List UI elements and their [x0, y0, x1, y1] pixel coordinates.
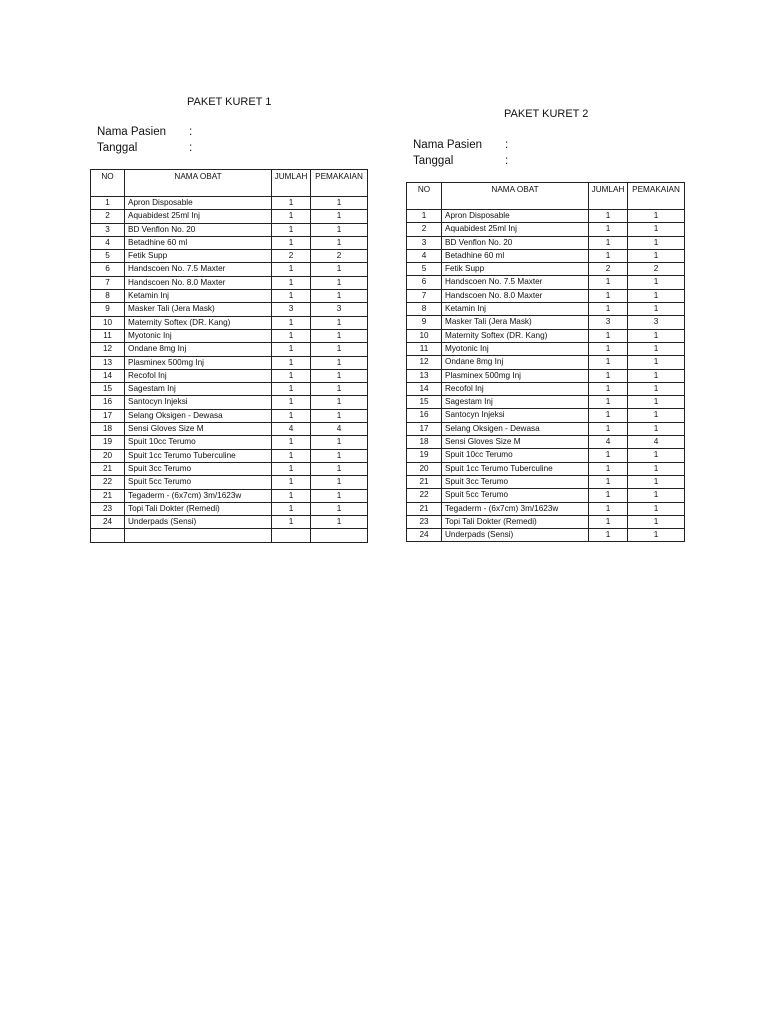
- row-number-cell: 16: [407, 409, 442, 422]
- table-row: [91, 369, 368, 382]
- kit2-table: [406, 182, 685, 542]
- kit2-header-qty: JUMLAH: [589, 183, 628, 210]
- table-row: [91, 462, 368, 475]
- table-row: [407, 303, 685, 316]
- quantity-cell: 1: [589, 449, 628, 462]
- usage-cell: 1: [628, 382, 685, 395]
- row-number-cell: 21: [91, 462, 125, 475]
- quantity-cell: 1: [272, 516, 311, 529]
- row-number-cell: 9: [407, 316, 442, 329]
- row-number-cell: 19: [407, 449, 442, 462]
- row-number-cell: 22: [407, 489, 442, 502]
- table-row: [407, 369, 685, 382]
- medicine-name-cell: Spuit 3cc Terumo: [442, 475, 589, 488]
- quantity-cell: 1: [589, 475, 628, 488]
- table-row: [91, 223, 368, 236]
- table-row: [407, 289, 685, 302]
- kit1-header-qty: JUMLAH: [272, 170, 311, 197]
- medicine-name-cell: Selang Oksigen - Dewasa: [125, 409, 272, 422]
- table-row: [407, 462, 685, 475]
- row-number-cell: 21: [91, 489, 125, 502]
- table-row: [91, 502, 368, 515]
- medicine-name-cell: Selang Oksigen - Dewasa: [442, 422, 589, 435]
- row-number-cell: 7: [407, 289, 442, 302]
- table-row: [407, 502, 685, 515]
- table-row: [407, 382, 685, 395]
- usage-cell: 2: [311, 250, 368, 263]
- usage-cell: 1: [628, 396, 685, 409]
- row-number-cell: 4: [91, 236, 125, 249]
- row-number-cell: 21: [407, 502, 442, 515]
- row-number-cell: 11: [407, 342, 442, 355]
- kit2-header-row: [407, 183, 685, 210]
- medicine-name-cell: Spuit 3cc Terumo: [125, 462, 272, 475]
- medicine-name-cell: Ketamin Inj: [125, 290, 272, 303]
- kit1-title: PAKET KURET 1: [187, 96, 272, 108]
- quantity-cell: 1: [272, 263, 311, 276]
- medicine-name-cell: Tegaderm - (6x7cm) 3m/1623w: [125, 489, 272, 502]
- row-number-cell: 23: [91, 502, 125, 515]
- kit2-patient-label: Nama Pasien: [413, 139, 483, 151]
- table-row: [91, 236, 368, 249]
- row-number-cell: 24: [91, 516, 125, 529]
- medicine-name-cell: Spuit 1cc Terumo Tuberculine: [442, 462, 589, 475]
- row-number-cell: 17: [407, 422, 442, 435]
- kit1-date-label: Tanggal: [97, 142, 138, 154]
- kit2-patient-row: [413, 139, 508, 151]
- medicine-name-cell: Spuit 10cc Terumo: [442, 449, 589, 462]
- medicine-name-cell: [125, 529, 272, 542]
- quantity-cell: [272, 529, 311, 542]
- quantity-cell: 1: [589, 502, 628, 515]
- quantity-cell: 1: [589, 462, 628, 475]
- table-row: [407, 210, 685, 223]
- kit2-date-sep: :: [505, 155, 509, 167]
- table-row: [407, 223, 685, 236]
- usage-cell: 1: [311, 276, 368, 289]
- quantity-cell: 1: [272, 329, 311, 342]
- usage-cell: 1: [311, 263, 368, 276]
- quantity-cell: 1: [272, 489, 311, 502]
- usage-cell: 2: [628, 263, 685, 276]
- row-number-cell: 17: [91, 409, 125, 422]
- usage-cell: 1: [311, 290, 368, 303]
- quantity-cell: 1: [272, 276, 311, 289]
- medicine-name-cell: Maternity Softex (DR. Kang): [442, 329, 589, 342]
- medicine-name-cell: Sagestam Inj: [442, 396, 589, 409]
- quantity-cell: 1: [589, 210, 628, 223]
- table-row: [407, 409, 685, 422]
- row-number-cell: 4: [407, 249, 442, 262]
- kit1-patient-label: Nama Pasien: [97, 126, 167, 138]
- kit2-date-row: [413, 155, 508, 167]
- usage-cell: 1: [311, 236, 368, 249]
- quantity-cell: 4: [589, 436, 628, 449]
- medicine-name-cell: Aquabidest 25ml Inj: [125, 210, 272, 223]
- usage-cell: 1: [628, 449, 685, 462]
- table-row: [91, 396, 368, 409]
- row-number-cell: 12: [91, 343, 125, 356]
- quantity-cell: 1: [272, 476, 311, 489]
- quantity-cell: 1: [272, 436, 311, 449]
- quantity-cell: 3: [272, 303, 311, 316]
- row-number-cell: 11: [91, 329, 125, 342]
- usage-cell: 1: [311, 197, 368, 210]
- kit1-header-no: NO: [91, 170, 125, 197]
- table-row: [407, 489, 685, 502]
- table-row: [407, 249, 685, 262]
- medicine-name-cell: Apron Disposable: [125, 197, 272, 210]
- usage-cell: 1: [628, 489, 685, 502]
- quantity-cell: 1: [272, 396, 311, 409]
- kit1-date-sep: :: [189, 142, 193, 154]
- row-number-cell: 8: [91, 290, 125, 303]
- usage-cell: 3: [311, 303, 368, 316]
- table-row: [91, 516, 368, 529]
- medicine-name-cell: Handscoen No. 7.5 Maxter: [125, 263, 272, 276]
- kit1-patient-sep: :: [189, 126, 193, 138]
- usage-cell: 1: [628, 342, 685, 355]
- table-row: [91, 436, 368, 449]
- usage-cell: 1: [311, 409, 368, 422]
- usage-cell: 1: [311, 369, 368, 382]
- kit1-header-row: [91, 170, 368, 197]
- medicine-name-cell: Fetik Supp: [125, 250, 272, 263]
- table-row: [407, 475, 685, 488]
- usage-cell: 1: [628, 462, 685, 475]
- row-number-cell: 5: [91, 250, 125, 263]
- quantity-cell: 1: [589, 342, 628, 355]
- usage-cell: 1: [311, 356, 368, 369]
- table-row: [91, 263, 368, 276]
- medicine-name-cell: Spuit 5cc Terumo: [442, 489, 589, 502]
- table-row: [407, 356, 685, 369]
- usage-cell: 1: [628, 329, 685, 342]
- table-row: [407, 449, 685, 462]
- medicine-name-cell: Recofol Inj: [125, 369, 272, 382]
- medicine-name-cell: Spuit 5cc Terumo: [125, 476, 272, 489]
- medicine-name-cell: Handscoen No. 8.0 Maxter: [125, 276, 272, 289]
- usage-cell: 1: [311, 462, 368, 475]
- medicine-name-cell: Sensi Gloves Size M: [442, 436, 589, 449]
- quantity-cell: 1: [589, 223, 628, 236]
- table-row: [91, 250, 368, 263]
- quantity-cell: 1: [272, 223, 311, 236]
- usage-cell: 1: [311, 329, 368, 342]
- row-number-cell: 18: [407, 436, 442, 449]
- medicine-name-cell: Masker Tali (Jera Mask): [125, 303, 272, 316]
- kit2-patient-sep: :: [505, 139, 509, 151]
- table-row: [91, 449, 368, 462]
- quantity-cell: 1: [272, 383, 311, 396]
- row-number-cell: 16: [91, 396, 125, 409]
- table-row: [91, 316, 368, 329]
- medicine-name-cell: Handscoen No. 7.5 Maxter: [442, 276, 589, 289]
- medicine-name-cell: Sensi Gloves Size M: [125, 423, 272, 436]
- medicine-name-cell: Plasminex 500mg Inj: [125, 356, 272, 369]
- quantity-cell: 1: [589, 369, 628, 382]
- quantity-cell: 2: [272, 250, 311, 263]
- usage-cell: 1: [628, 356, 685, 369]
- usage-cell: 1: [311, 343, 368, 356]
- medicine-name-cell: Underpads (Sensi): [125, 516, 272, 529]
- row-number-cell: 15: [91, 383, 125, 396]
- table-row: [91, 290, 368, 303]
- usage-cell: 3: [628, 316, 685, 329]
- row-number-cell: 3: [407, 236, 442, 249]
- kit2-header-no: NO: [407, 183, 442, 210]
- usage-cell: 1: [628, 236, 685, 249]
- medicine-name-cell: Plasminex 500mg Inj: [442, 369, 589, 382]
- row-number-cell: 2: [407, 223, 442, 236]
- medicine-name-cell: Underpads (Sensi): [442, 529, 589, 542]
- usage-cell: 1: [628, 475, 685, 488]
- row-number-cell: 15: [407, 396, 442, 409]
- kit2-title: PAKET KURET 2: [504, 108, 589, 120]
- medicine-name-cell: Spuit 1cc Terumo Tuberculine: [125, 449, 272, 462]
- row-number-cell: 24: [407, 529, 442, 542]
- quantity-cell: 1: [272, 502, 311, 515]
- usage-cell: 1: [628, 409, 685, 422]
- usage-cell: 1: [311, 383, 368, 396]
- usage-cell: 1: [311, 516, 368, 529]
- quantity-cell: 1: [272, 197, 311, 210]
- quantity-cell: 1: [589, 396, 628, 409]
- quantity-cell: 1: [589, 422, 628, 435]
- medicine-name-cell: BD Venflon No. 20: [442, 236, 589, 249]
- table-row: [91, 489, 368, 502]
- quantity-cell: 1: [272, 210, 311, 223]
- quantity-cell: 1: [589, 515, 628, 528]
- usage-cell: 1: [311, 223, 368, 236]
- row-number-cell: 6: [91, 263, 125, 276]
- row-number-cell: 14: [91, 369, 125, 382]
- medicine-name-cell: Myotonic Inj: [442, 342, 589, 355]
- table-row: [91, 529, 368, 542]
- usage-cell: 1: [628, 303, 685, 316]
- row-number-cell: 9: [91, 303, 125, 316]
- usage-cell: 1: [628, 502, 685, 515]
- quantity-cell: 1: [589, 409, 628, 422]
- row-number-cell: 3: [91, 223, 125, 236]
- usage-cell: 1: [628, 289, 685, 302]
- medicine-name-cell: Aquabidest 25ml Inj: [442, 223, 589, 236]
- medicine-name-cell: Spuit 10cc Terumo: [125, 436, 272, 449]
- kit1-table: [90, 169, 368, 543]
- row-number-cell: [91, 529, 125, 542]
- table-row: [407, 422, 685, 435]
- medicine-name-cell: Apron Disposable: [442, 210, 589, 223]
- row-number-cell: 14: [407, 382, 442, 395]
- quantity-cell: 1: [272, 316, 311, 329]
- usage-cell: 1: [628, 422, 685, 435]
- quantity-cell: 2: [589, 263, 628, 276]
- kit1-date-row: [97, 142, 192, 154]
- row-number-cell: 10: [91, 316, 125, 329]
- table-row: [407, 276, 685, 289]
- row-number-cell: 18: [91, 423, 125, 436]
- quantity-cell: 1: [589, 303, 628, 316]
- quantity-cell: 1: [589, 329, 628, 342]
- row-number-cell: 6: [407, 276, 442, 289]
- usage-cell: 1: [311, 489, 368, 502]
- usage-cell: 1: [628, 515, 685, 528]
- table-row: [91, 423, 368, 436]
- medicine-name-cell: Ketamin Inj: [442, 303, 589, 316]
- table-row: [91, 210, 368, 223]
- row-number-cell: 13: [91, 356, 125, 369]
- table-row: [91, 276, 368, 289]
- quantity-cell: 1: [589, 382, 628, 395]
- medicine-name-cell: Myotonic Inj: [125, 329, 272, 342]
- quantity-cell: 1: [272, 409, 311, 422]
- kit2-date-label: Tanggal: [413, 155, 454, 167]
- quantity-cell: 1: [272, 343, 311, 356]
- quantity-cell: 1: [589, 236, 628, 249]
- usage-cell: 1: [628, 276, 685, 289]
- quantity-cell: 1: [589, 489, 628, 502]
- kit1-patient-row: [97, 126, 192, 138]
- quantity-cell: 1: [272, 449, 311, 462]
- medicine-name-cell: Betadhine 60 ml: [125, 236, 272, 249]
- table-row: [407, 396, 685, 409]
- usage-cell: 1: [311, 449, 368, 462]
- usage-cell: 1: [311, 436, 368, 449]
- quantity-cell: 4: [272, 423, 311, 436]
- medicine-name-cell: Betadhine 60 ml: [442, 249, 589, 262]
- kit1-table-body: [91, 197, 368, 543]
- quantity-cell: 1: [272, 462, 311, 475]
- kit2-header-usage: PEMAKAIAN: [628, 183, 685, 210]
- table-row: [91, 383, 368, 396]
- medicine-name-cell: Sagestam Inj: [125, 383, 272, 396]
- row-number-cell: 1: [91, 197, 125, 210]
- kit1-header-usage: PEMAKAIAN: [311, 170, 368, 197]
- table-row: [407, 515, 685, 528]
- medicine-name-cell: Ondane 8mg Inj: [125, 343, 272, 356]
- quantity-cell: 1: [589, 276, 628, 289]
- usage-cell: 1: [628, 249, 685, 262]
- medicine-name-cell: Topi Tali Dokter (Remedi): [125, 502, 272, 515]
- usage-cell: 1: [311, 502, 368, 515]
- usage-cell: 1: [311, 476, 368, 489]
- row-number-cell: 21: [407, 475, 442, 488]
- medicine-name-cell: Handscoen No. 8.0 Maxter: [442, 289, 589, 302]
- medicine-name-cell: Recofol Inj: [442, 382, 589, 395]
- kit2-table-body: [407, 210, 685, 542]
- usage-cell: 1: [311, 316, 368, 329]
- row-number-cell: 10: [407, 329, 442, 342]
- kit1-header-name: NAMA OBAT: [125, 170, 272, 197]
- row-number-cell: 12: [407, 356, 442, 369]
- row-number-cell: 22: [91, 476, 125, 489]
- row-number-cell: 8: [407, 303, 442, 316]
- row-number-cell: 7: [91, 276, 125, 289]
- row-number-cell: 13: [407, 369, 442, 382]
- table-row: [407, 316, 685, 329]
- usage-cell: [311, 529, 368, 542]
- medicine-name-cell: Tegaderm - (6x7cm) 3m/1623w: [442, 502, 589, 515]
- table-row: [91, 329, 368, 342]
- row-number-cell: 19: [91, 436, 125, 449]
- medicine-name-cell: Fetik Supp: [442, 263, 589, 276]
- table-row: [91, 356, 368, 369]
- usage-cell: 4: [311, 423, 368, 436]
- kit2-header-name: NAMA OBAT: [442, 183, 589, 210]
- row-number-cell: 20: [407, 462, 442, 475]
- usage-cell: 1: [628, 529, 685, 542]
- medicine-name-cell: Maternity Softex (DR. Kang): [125, 316, 272, 329]
- quantity-cell: 3: [589, 316, 628, 329]
- medicine-name-cell: Santocyn Injeksi: [442, 409, 589, 422]
- usage-cell: 1: [628, 223, 685, 236]
- table-row: [407, 529, 685, 542]
- quantity-cell: 1: [589, 356, 628, 369]
- quantity-cell: 1: [589, 289, 628, 302]
- table-row: [91, 409, 368, 422]
- medicine-name-cell: Masker Tali (Jera Mask): [442, 316, 589, 329]
- usage-cell: 1: [311, 396, 368, 409]
- table-row: [91, 343, 368, 356]
- quantity-cell: 1: [272, 369, 311, 382]
- medicine-name-cell: Santocyn Injeksi: [125, 396, 272, 409]
- quantity-cell: 1: [272, 356, 311, 369]
- medicine-name-cell: Topi Tali Dokter (Remedi): [442, 515, 589, 528]
- table-row: [91, 476, 368, 489]
- row-number-cell: 23: [407, 515, 442, 528]
- medicine-name-cell: Ondane 8mg Inj: [442, 356, 589, 369]
- usage-cell: 1: [628, 210, 685, 223]
- row-number-cell: 20: [91, 449, 125, 462]
- row-number-cell: 5: [407, 263, 442, 276]
- table-row: [407, 329, 685, 342]
- table-row: [407, 342, 685, 355]
- row-number-cell: 2: [91, 210, 125, 223]
- table-row: [407, 236, 685, 249]
- quantity-cell: 1: [272, 236, 311, 249]
- usage-cell: 1: [311, 210, 368, 223]
- table-row: [91, 303, 368, 316]
- table-row: [407, 263, 685, 276]
- row-number-cell: 1: [407, 210, 442, 223]
- quantity-cell: 1: [589, 249, 628, 262]
- usage-cell: 4: [628, 436, 685, 449]
- table-row: [407, 436, 685, 449]
- usage-cell: 1: [628, 369, 685, 382]
- table-row: [91, 197, 368, 210]
- quantity-cell: 1: [272, 290, 311, 303]
- medicine-name-cell: BD Venflon No. 20: [125, 223, 272, 236]
- quantity-cell: 1: [589, 529, 628, 542]
